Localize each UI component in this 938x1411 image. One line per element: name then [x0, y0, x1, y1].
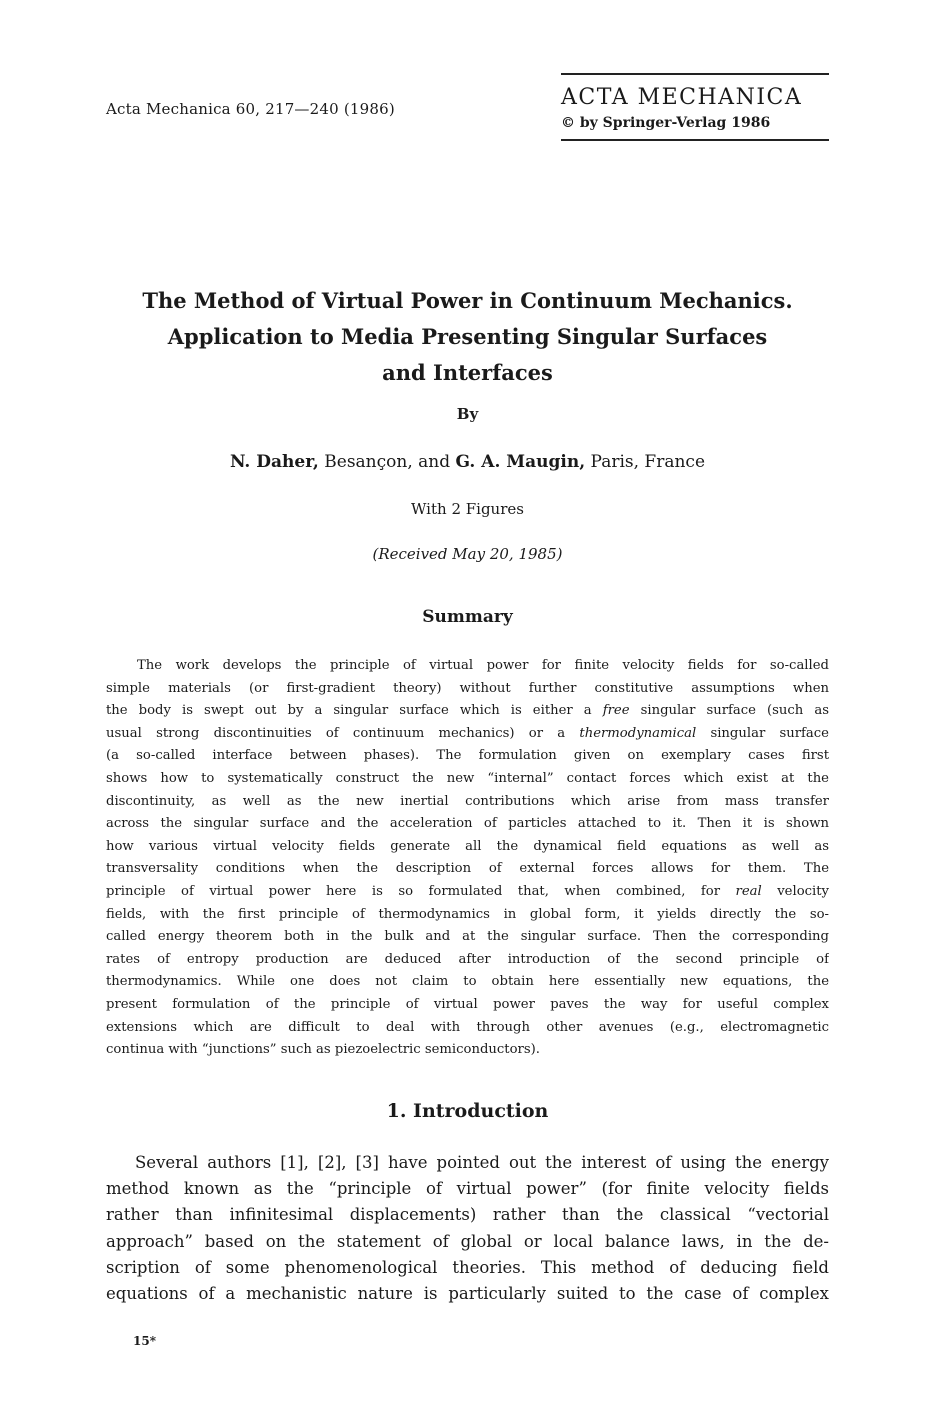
- intro-line: rather than infinitesimal displacements) rather than the classical “vectorial: [106, 1205, 829, 1225]
- figures-note: With 2 Figures: [411, 500, 524, 518]
- author-name: N. Daher,: [229, 452, 319, 472]
- summary-line: simple materials (or first-gradient theory) without further constitutive assumptions when: [106, 680, 829, 696]
- emphasized-word: thermodynamical: [579, 725, 697, 741]
- summary-line: The work develops the principle of virtual power for finite velocity fields for so-called: [137, 658, 829, 673]
- author-affiliation: Besançon, and: [318, 452, 456, 472]
- summary-line: fields, with the first principle of thermodynamics in global form, it yields directly the so-: [106, 906, 829, 922]
- summary-heading: Summary: [422, 607, 513, 627]
- intro-line: method known as the “principle of virtual power” (for finite velocity fields: [106, 1179, 829, 1199]
- journal-copyright: © by Springer-Verlag 1986: [561, 115, 771, 131]
- title-line: The Method of Virtual Power in Continuum Mechanics.: [142, 288, 793, 313]
- summary-line: shows how to systematically construct the new “internal” contact forces which exist at the: [106, 770, 829, 786]
- journal-masthead: [561, 73, 829, 141]
- title-line: Application to Media Presenting Singular Surfaces: [167, 324, 768, 349]
- summary-line: the body is swept out by a singular surface which is either a free singular surface (such as: [106, 703, 829, 719]
- intro-line: scription of some phenomenological theories. This method of deducing field: [106, 1257, 829, 1277]
- author-affiliation: Paris, France: [585, 452, 706, 472]
- summary-line: rates of entropy production are deduced after introduction of the second principle of: [106, 951, 829, 967]
- intro-line: equations of a mechanistic nature is particularly suited to the case of complex: [106, 1283, 829, 1303]
- summary-abstract: [106, 655, 829, 1062]
- summary-line: across the singular surface and the acceleration of particles attached to it. Then it is shown: [106, 816, 829, 832]
- summary-line: transversality conditions when the description of external forces allows for them. The: [106, 861, 829, 877]
- summary-line: how various virtual velocity fields generate all the dynamical field equations as well as: [106, 838, 829, 854]
- emphasized-word: free: [602, 703, 630, 719]
- journal-citation: Acta Mechanica 60, 217—240 (1986): [106, 100, 395, 118]
- intro-line: Several authors [1], [2], [3] have pointed out the interest of using the energy: [135, 1153, 829, 1172]
- author-name: G. A. Maugin,: [455, 452, 586, 472]
- intro-line: approach” based on the statement of global or local balance laws, in the de-: [106, 1231, 829, 1251]
- summary-line: principle of virtual power here is so formulated that, when combined, for real velocity: [106, 883, 829, 899]
- journal-name: ACTA MECHANICA: [561, 85, 803, 110]
- summary-line: (a so-called interface between phases). The formulation given on exemplary cases first: [106, 748, 829, 764]
- received-date: (Received May 20, 1985): [372, 545, 563, 563]
- page-signature-mark: 15*: [133, 1334, 156, 1348]
- author-line: [106, 452, 829, 472]
- by-label: By: [456, 405, 479, 423]
- summary-line: usual strong discontinuities of continuum mechanics) or a thermodynamical singular surface: [106, 725, 829, 741]
- title-line: and Interfaces: [382, 360, 553, 385]
- summary-line: continua with “junctions” such as piezoelectric semiconductors).: [106, 1042, 540, 1058]
- summary-line: thermodynamics. While one does not claim to obtain here essentially new equations, the: [106, 974, 829, 990]
- introduction-heading: 1. Introduction: [386, 1100, 549, 1122]
- summary-line: present formulation of the principle of virtual power paves the way for useful complex: [106, 996, 829, 1012]
- summary-line: discontinuity, as well as the new inertial contributions which arise from mass transfer: [106, 793, 829, 809]
- summary-line: extensions which are difficult to deal with through other avenues (e.g., electromagnetic: [106, 1019, 829, 1035]
- summary-line: called energy theorem both in the bulk and at the singular surface. Then the corresponding: [106, 929, 829, 945]
- paper-title: [106, 283, 829, 391]
- introduction-body: [106, 1150, 829, 1307]
- emphasized-word: real: [735, 883, 762, 899]
